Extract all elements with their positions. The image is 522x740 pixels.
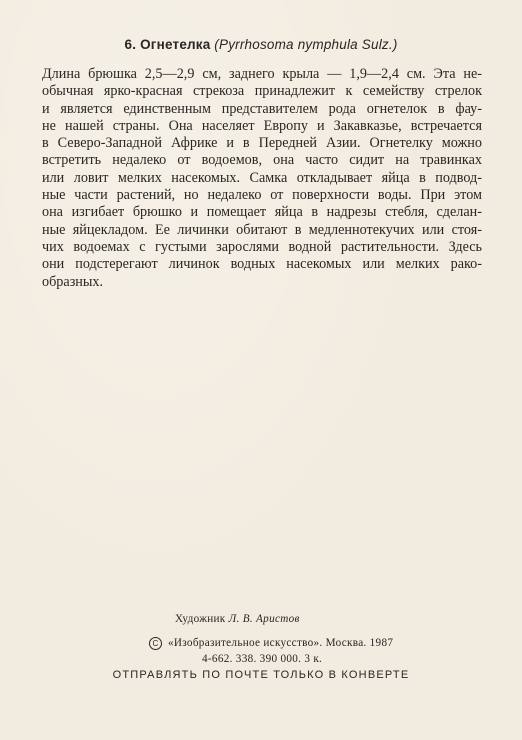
description-line: и является единственным представителем рода огнетелок в фау- [42,100,482,117]
description-line: в Северо-Западной Африке и в Передней Азии. Огнетелку можно [42,135,482,152]
artist-label: Художник [175,613,226,625]
publisher-info: «Изобразительное искусство». Москва. 1987 [168,637,394,649]
description-line: они подстерегают личинок водных насекомых или мелких рако- [42,256,482,273]
copyright-icon: C [149,637,162,650]
species-heading [0,37,522,54]
print-code: 4-662. 338. 390 000. 3 к. [202,653,323,665]
artist-name: Л. В. Аристов [228,613,300,625]
species-description [42,66,482,291]
description-line: ные части растений, но недалеко от поверхности воды. При этом [42,187,482,204]
description-line: образных. [42,273,104,290]
latin-name: (Pyrrhosoma nymphula Sulz.) [214,37,398,52]
description-line: ные яйцекладом. Ее личинки обитают в медленнотекучих или стоя- [42,221,482,238]
description-line: она изгибает брюшко и помещает яйца в надрезы стебля, сделан- [42,204,482,221]
envelope-notice: ОТПРАВЛЯТЬ ПО ПОЧТЕ ТОЛЬКО В КОНВЕРТЕ [112,669,410,681]
copyright-line [149,637,393,650]
description-line: обычная ярко-красная стрекоза принадлежит к семейству стрелок [42,83,482,100]
description-line: чих водоемах с густыми зарослями водной растительности. Здесь [42,238,482,255]
description-line: или ловит мелких насекомых. Самка откладывает яйца в подвод- [42,169,482,186]
description-line: Длина брюшка 2,5—2,9 см, заднего крыла — 1,9—2,4 см. Эта не- [42,66,482,82]
description-line: не нашей страны. Она населяет Европу и Закавказье, встречается [42,117,482,134]
description-line: встретить недалеко от водоемов, она часто сидит на травинках [42,152,482,169]
species-title: 6. Огнетелка [124,37,211,52]
artist-credit [175,613,300,625]
